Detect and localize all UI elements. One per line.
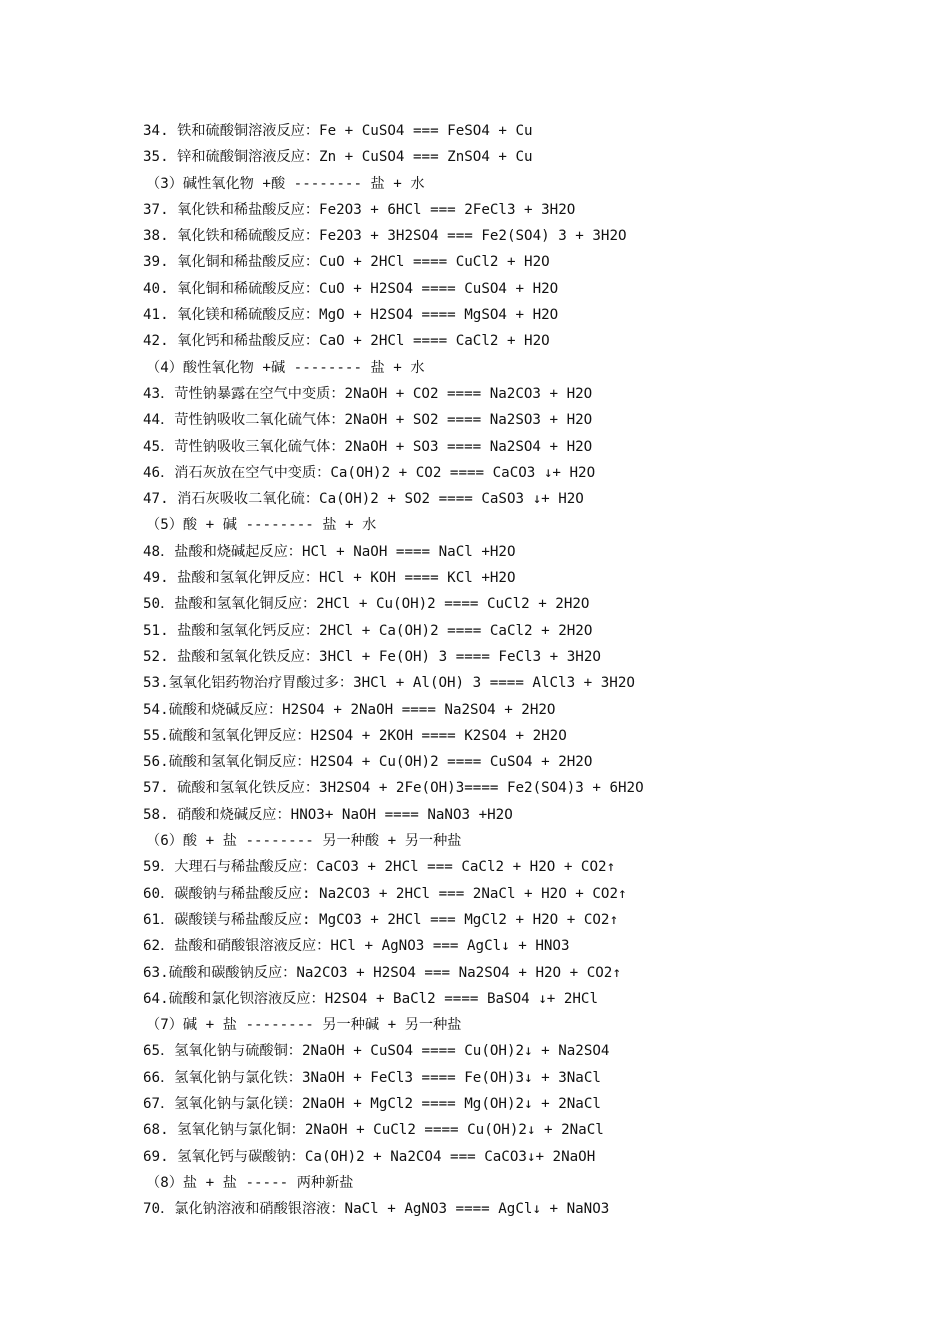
equation-line-48: 48．盐酸和烧碱起反应：HCl + NaOH ==== NaCl +H2O: [143, 543, 516, 560]
equation-line-54: 54.硫酸和烧碱反应：H2SO4 + 2NaOH ==== Na2SO4 + 2H2O: [143, 701, 556, 718]
document-body: [143, 118, 923, 1222]
equation-line-56: 56.硫酸和氢氧化铜反应：H2SO4 + Cu(OH)2 ==== CuSO4 + 2H2O: [143, 754, 593, 771]
equation-line-62: 62．盐酸和硝酸银溶液反应：HCl + AgNO3 === AgCl↓ + HNO3: [143, 938, 570, 955]
equation-line-51: 51. 盐酸和氢氧化钙反应：2HCl + Ca(OH)2 ==== CaCl2 + 2H2O: [143, 622, 593, 639]
equation-line-45: 45．苛性钠吸收三氧化硫气体：2NaOH + SO3 ==== Na2SO4 + H2O: [143, 438, 593, 455]
equation-line-67: 67．氢氧化钠与氯化镁：2NaOH + MgCl2 ==== Mg(OH)2↓ + 2NaCl: [143, 1095, 601, 1112]
section-heading-5: （5）酸 + 碱 -------- 盐 + 水: [146, 517, 377, 534]
equation-line-60: 60．碳酸钠与稀盐酸反应: Na2CO3 + 2HCl === 2NaCl + H2O + CO2↑: [143, 885, 627, 902]
equation-line-44: 44．苛性钠吸收二氧化硫气体：2NaOH + SO2 ==== Na2SO3 + H2O: [143, 412, 593, 429]
equation-line-39: 39. 氧化铜和稀盐酸反应：CuO + 2HCl ==== CuCl2 + H2O: [143, 254, 550, 271]
section-heading-6: （6）酸 + 盐 -------- 另一种酸 + 另一种盐: [146, 833, 462, 850]
equation-line-35: 35. 锌和硫酸铜溶液反应：Zn + CuSO4 === ZnSO4 + Cu: [143, 149, 533, 166]
section-heading-7: （7）碱 + 盐 -------- 另一种碱 + 另一种盐: [146, 1017, 462, 1034]
equation-line-69: 69. 氢氧化钙与碳酸钠：Ca(OH)2 + Na2CO4 === CaCO3↓+ 2NaOH: [143, 1148, 596, 1165]
equation-line-40: 40. 氧化铜和稀硫酸反应：CuO + H2SO4 ==== CuSO4 + H2O: [143, 280, 559, 297]
section-heading-8: （8）盐 + 盐 ----- 两种新盐: [146, 1174, 354, 1191]
equation-line-43: 43．苛性钠暴露在空气中变质：2NaOH + CO2 ==== Na2CO3 + H2O: [143, 385, 593, 402]
equation-line-65: 65．氢氧化钠与硫酸铜：2NaOH + CuSO4 ==== Cu(OH)2↓ + Na2SO4: [143, 1043, 610, 1060]
equation-line-58: 58. 硝酸和烧碱反应：HNO3+ NaOH ==== NaNO3 +H2O: [143, 806, 513, 823]
equation-line-42: 42. 氧化钙和稀盐酸反应：CaO + 2HCl ==== CaCl2 + H2O: [143, 333, 550, 350]
section-heading-3: （3）碱性氧化物 +酸 -------- 盐 + 水: [146, 175, 425, 192]
equation-line-46: 46．消石灰放在空气中变质：Ca(OH)2 + CO2 ==== CaCO3 ↓+ H2O: [143, 464, 596, 481]
equation-line-50: 50．盐酸和氢氧化铜反应：2HCl + Cu(OH)2 ==== CuCl2 + 2H2O: [143, 596, 590, 613]
equation-line-57: 57. 硫酸和氢氧化铁反应：3H2SO4 + 2Fe(OH)3==== Fe2(SO4)3 + 6H2O: [143, 780, 644, 797]
equation-line-61: 61．碳酸镁与稀盐酸反应: MgCO3 + 2HCl === MgCl2 + H2O + CO2↑: [143, 911, 618, 928]
equation-line-68: 68. 氢氧化钠与氯化铜：2NaOH + CuCl2 ==== Cu(OH)2↓ + 2NaCl: [143, 1122, 604, 1139]
equation-line-49: 49. 盐酸和氢氧化钾反应：HCl + KOH ==== KCl +H2O: [143, 570, 516, 587]
equation-line-52: 52. 盐酸和氢氧化铁反应：3HCl + Fe(OH) 3 ==== FeCl3 + 3H2O: [143, 648, 601, 665]
equation-line-63: 63.硫酸和碳酸钠反应：Na2CO3 + H2SO4 === Na2SO4 + H2O + CO2↑: [143, 964, 621, 981]
equation-line-38: 38. 氧化铁和稀硫酸反应：Fe2O3 + 3H2SO4 === Fe2(SO4) 3 + 3H2O: [143, 228, 627, 245]
section-heading-4: （4）酸性氧化物 +碱 -------- 盐 + 水: [146, 359, 425, 376]
equation-line-47: 47. 消石灰吸收二氧化硫：Ca(OH)2 + SO2 ==== CaSO3 ↓+ H2O: [143, 491, 584, 508]
equation-line-55: 55.硫酸和氢氧化钾反应：H2SO4 + 2KOH ==== K2SO4 + 2H2O: [143, 727, 567, 744]
equation-line-70: 70．氯化钠溶液和硝酸银溶液：NaCl + AgNO3 ==== AgCl↓ + NaNO3: [143, 1201, 610, 1218]
equation-line-41: 41. 氧化镁和稀硫酸反应：MgO + H2SO4 ==== MgSO4 + H2O: [143, 307, 559, 324]
equation-line-64: 64.硫酸和氯化钡溶液反应：H2SO4 + BaCl2 ==== BaSO4 ↓+ 2HCl: [143, 990, 599, 1007]
equation-line-34: 34. 铁和硫酸铜溶液反应：Fe + CuSO4 === FeSO4 + Cu: [143, 123, 533, 139]
equation-line-37: 37. 氧化铁和稀盐酸反应：Fe2O3 + 6HCl === 2FeCl3 + 3H2O: [143, 201, 576, 218]
equation-line-53: 53.氢氧化铝药物治疗胃酸过多：3HCl + Al(OH) 3 ==== AlCl3 + 3H2O: [143, 675, 635, 692]
equation-line-66: 66．氢氧化钠与氯化铁：3NaOH + FeCl3 ==== Fe(OH)3↓ + 3NaCl: [143, 1069, 601, 1086]
equation-line-59: 59．大理石与稀盐酸反应：CaCO3 + 2HCl === CaCl2 + H2O + CO2↑: [143, 859, 616, 876]
